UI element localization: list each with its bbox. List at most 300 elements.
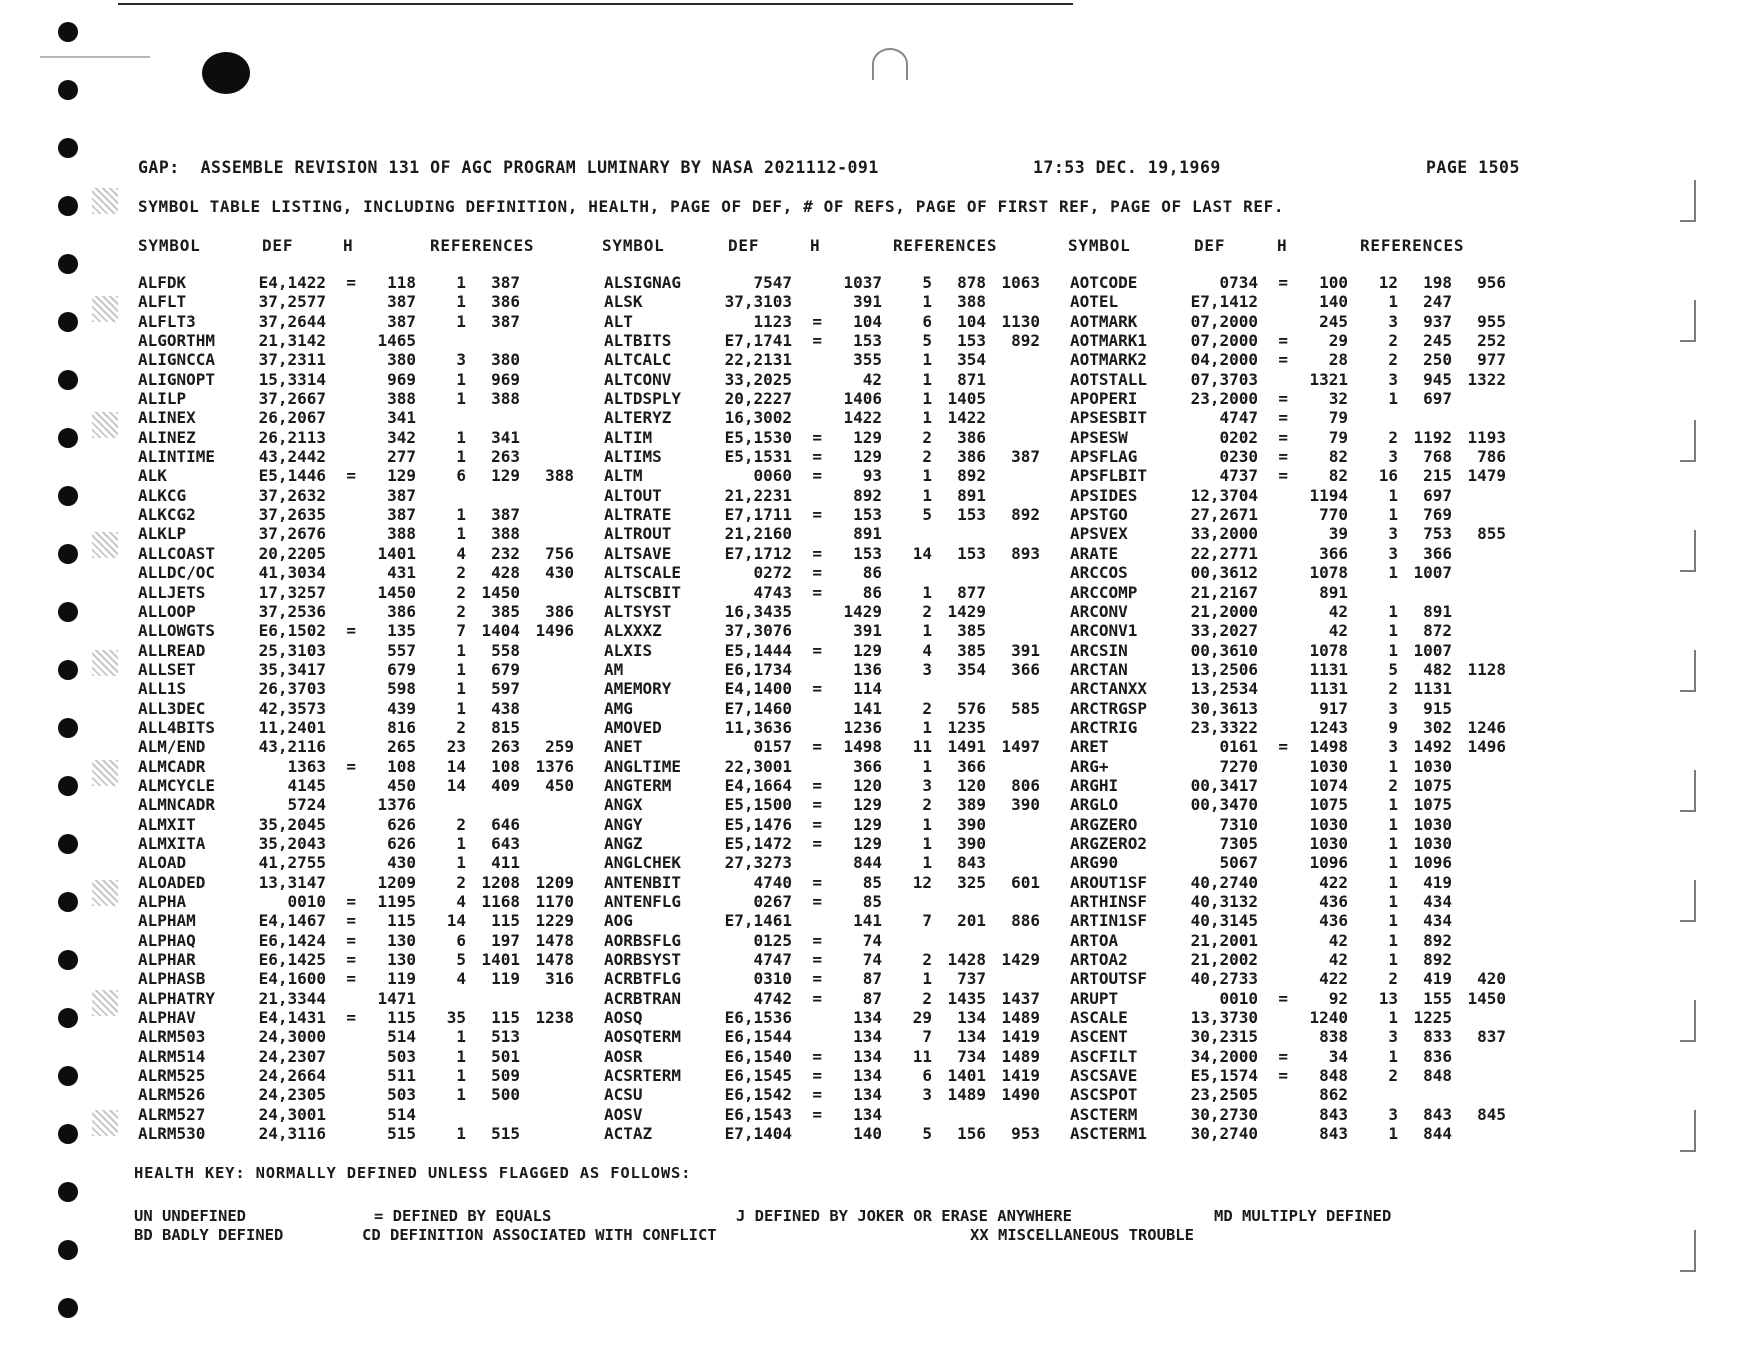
symbol: AOTSTALL [1070,369,1148,389]
col-symbol-1: SYMBOL [138,236,201,255]
first-ref-page: 115 [491,911,520,931]
symbol: ALGORTHM [138,331,216,351]
symbol: ARCTAN [1070,659,1128,679]
first-ref-page: 737 [957,969,986,989]
definition: E6,1424 [258,930,326,950]
symbol: ALTIM [604,427,653,447]
symbol: ACSU [604,1085,643,1105]
symbol: ARCTRGSP [1070,698,1148,718]
ref-count: 2 [1388,775,1398,795]
def-page: 969 [387,369,416,389]
ref-count: 1 [456,524,466,544]
definition: 1363 [287,756,326,776]
def-page: 79 [1328,408,1348,428]
table-row [0,1124,1740,1143]
def-page: 1498 [843,737,882,757]
def-page: 387 [387,292,416,312]
ref-count: 1 [1388,389,1398,409]
last-ref-page: 391 [1011,640,1040,660]
ref-count: 4 [922,640,932,660]
last-ref-page: 977 [1477,350,1506,370]
definition: E6,1502 [258,621,326,641]
symbol: ALLREAD [138,640,206,660]
first-ref-page: 341 [491,427,520,447]
symbol: ARCSIN [1070,640,1128,660]
def-page: 1240 [1309,1008,1348,1028]
health-flag: = [812,543,822,563]
ref-count: 1 [1388,814,1398,834]
ref-count: 16 [1378,466,1398,486]
def-page: 1422 [843,408,882,428]
punch-hole-2 [58,80,78,100]
first-ref-page: 389 [957,795,986,815]
def-page: 341 [387,408,416,428]
table-row [0,563,1740,582]
symbol: ALPHAQ [138,930,196,950]
def-page: 140 [853,1124,882,1144]
definition: 37,2311 [258,350,326,370]
last-ref-page: 1450 [1467,988,1506,1008]
definition: E4,1467 [258,911,326,931]
symbol: AOSQTERM [604,1027,682,1047]
symbol: ALTCALC [604,350,672,370]
definition: E5,1476 [724,814,792,834]
definition: 00,3612 [1190,563,1258,583]
table-row [0,544,1740,563]
def-page: 1075 [1309,795,1348,815]
ref-count: 5 [922,273,932,292]
ref-count: 14 [446,756,466,776]
definition: 22,2131 [724,350,792,370]
def-page: 436 [1319,911,1348,931]
ref-count: 1 [456,679,466,699]
symbol: ALMCADR [138,756,206,776]
health-flag: = [812,582,822,602]
definition: 37,2577 [258,292,326,312]
symbol: ARCONV [1070,601,1128,621]
def-page: 844 [853,853,882,873]
first-ref-page: 134 [957,1008,986,1028]
ref-count: 2 [1388,679,1398,699]
ref-count: 3 [1388,1104,1398,1124]
def-page: 129 [853,833,882,853]
def-page: 104 [853,311,882,331]
symbol: ALTCONV [604,369,672,389]
ref-count: 3 [456,350,466,370]
definition: 07,3703 [1190,369,1258,389]
last-ref-page: 786 [1477,447,1506,467]
ref-count: 35 [446,1008,466,1028]
def-page: 366 [853,756,882,776]
first-ref-page: 387 [491,505,520,525]
punch-hole-3 [58,138,78,158]
def-page: 431 [387,563,416,583]
first-ref-page: 501 [491,1046,520,1066]
def-page: 503 [387,1046,416,1066]
last-ref-page: 956 [1477,273,1506,292]
ref-count: 1 [456,273,466,292]
table-row [0,969,1740,988]
first-ref-page: 245 [1423,331,1452,351]
ref-count: 23 [446,737,466,757]
definition: 7270 [1219,756,1258,776]
first-ref-page: 697 [1423,389,1452,409]
ref-count: 3 [1388,447,1398,467]
ref-count: 14 [912,543,932,563]
ref-count: 13 [1378,988,1398,1008]
symbol: ALTOUT [604,485,662,505]
definition: E6,1544 [724,1027,792,1047]
ref-count: 3 [1388,543,1398,563]
definition: 37,2632 [258,485,326,505]
def-page: 1321 [1309,369,1348,389]
def-page: 1096 [1309,853,1348,873]
last-ref-page: 837 [1477,1027,1506,1047]
ref-count: 1 [1388,872,1398,892]
definition: 24,3000 [258,1027,326,1047]
definition: 7305 [1219,833,1258,853]
ref-count: 1 [1388,756,1398,776]
definition: 43,2442 [258,447,326,467]
health-flag: = [346,621,356,641]
ref-count: 1 [922,292,932,312]
health-flag: = [812,1085,822,1105]
definition: 21,3344 [258,988,326,1008]
symbol: ARUPT [1070,988,1119,1008]
first-ref-page: 215 [1423,466,1452,486]
symbol: ANGX [604,795,643,815]
table-row [0,815,1740,834]
definition: 41,2755 [258,853,326,873]
symbol: ALFLT [138,292,187,312]
def-page: 422 [1319,969,1348,989]
definition: 37,2644 [258,311,326,331]
symbol: AMOVED [604,717,662,737]
last-ref-page: 855 [1477,524,1506,544]
definition: 4145 [287,775,326,795]
symbol: ALPHAM [138,911,196,931]
table-row [0,931,1740,950]
ref-count: 2 [922,601,932,621]
symbol: ALMCYCLE [138,775,216,795]
definition: E5,1472 [724,833,792,853]
def-page: 391 [853,292,882,312]
def-page: 679 [387,659,416,679]
definition: 37,3103 [724,292,792,312]
symbol: ALTSCALE [604,563,682,583]
last-ref-page: 1479 [1467,466,1506,486]
def-page: 130 [387,950,416,970]
ref-count: 3 [1388,1027,1398,1047]
definition: 5067 [1219,853,1258,873]
last-ref-page: 1170 [535,892,574,911]
table-row [0,1027,1740,1046]
table-row [0,641,1740,660]
symbol: ACSRTERM [604,1066,682,1086]
table-row [0,331,1740,350]
symbol: ALTBITS [604,331,672,351]
table-row [0,1047,1740,1066]
last-ref-page: 430 [545,563,574,583]
page-header [138,158,1538,178]
col-refs-3: REFERENCES [1360,236,1465,255]
health-flag: = [1278,350,1288,370]
def-page: 32 [1328,389,1348,409]
health-flag: = [812,795,822,815]
ref-count: 3 [1388,737,1398,757]
symbol: ARG+ [1070,756,1109,776]
ref-count: 1 [922,408,932,428]
health-flag: = [812,950,822,970]
symbol: ALTM [604,466,643,486]
first-ref-page: 1168 [481,892,520,911]
first-ref-page: 679 [491,659,520,679]
ref-count: 6 [456,466,466,486]
definition: 22,2771 [1190,543,1258,563]
symbol: APSFLBIT [1070,466,1148,486]
def-page: 1401 [377,543,416,563]
symbol: APOPERI [1070,389,1138,409]
definition: E6,1425 [258,950,326,970]
key-misc: XX MISCELLANEOUS TROUBLE [970,1226,1194,1244]
symbol: AORBSFLG [604,930,682,950]
first-ref-page: 1192 [1413,427,1452,447]
last-ref-page: 387 [1011,447,1040,467]
first-ref-page: 915 [1423,698,1452,718]
health-flag: = [812,1046,822,1066]
last-ref-page: 1478 [535,950,574,970]
def-page: 108 [387,756,416,776]
symbol: ASCTERM [1070,1104,1138,1124]
def-page: 1131 [1309,659,1348,679]
definition: 21,2160 [724,524,792,544]
def-page: 1078 [1309,563,1348,583]
first-ref-page: 1030 [1413,814,1452,834]
definition: 21,2167 [1190,582,1258,602]
definition: 27,3273 [724,853,792,873]
health-flag: = [1278,466,1288,486]
symbol: ALIGNCCA [138,350,216,370]
last-ref-page: 886 [1011,911,1040,931]
first-ref-page: 263 [491,737,520,757]
def-page: 892 [853,485,882,505]
symbol: ARCTANXX [1070,679,1148,699]
definition: 0310 [753,969,792,989]
def-page: 366 [1319,543,1348,563]
first-ref-page: 201 [957,911,986,931]
symbol: ALIGNOPT [138,369,216,389]
punch-hole-5 [58,254,78,274]
table-row [0,583,1740,602]
table-row [0,505,1740,524]
symbol: ALMXIT [138,814,196,834]
ref-count: 1 [456,833,466,853]
definition: 40,2740 [1190,872,1258,892]
def-page: 1376 [377,795,416,815]
last-ref-page: 1322 [1467,369,1506,389]
last-ref-page: 388 [545,466,574,486]
first-ref-page: 1435 [947,988,986,1008]
definition: E7,1412 [1190,292,1258,312]
symbol: ALKCG2 [138,505,196,525]
def-page: 1450 [377,582,416,602]
ref-count: 2 [1388,350,1398,370]
health-flag: = [1278,408,1288,428]
definition: 37,2667 [258,389,326,409]
table-row [0,273,1740,292]
ref-count: 1 [1388,892,1398,911]
ref-count: 1 [1388,485,1398,505]
ref-count: 1 [456,1066,466,1086]
ref-count: 2 [922,698,932,718]
ref-count: 1 [456,311,466,331]
definition: 20,2227 [724,389,792,409]
definition: 42,3573 [258,698,326,718]
first-ref-page: 119 [491,969,520,989]
symbol: ALSK [604,292,643,312]
definition: 4737 [1219,466,1258,486]
def-page: 388 [387,389,416,409]
def-page: 1030 [1309,833,1348,853]
definition: 21,2000 [1190,601,1258,621]
def-page: 387 [387,485,416,505]
first-ref-page: 843 [957,853,986,873]
def-page: 92 [1328,988,1348,1008]
first-ref-page: 1401 [481,950,520,970]
def-page: 917 [1319,698,1348,718]
def-page: 34 [1328,1046,1348,1066]
definition: E4,1431 [258,1008,326,1028]
last-ref-page: 1437 [1001,988,1040,1008]
def-page: 39 [1328,524,1348,544]
ref-count: 3 [922,775,932,795]
definition: 23,3322 [1190,717,1258,737]
ref-count: 2 [922,988,932,1008]
def-page: 1037 [843,273,882,292]
definition: 00,3417 [1190,775,1258,795]
last-ref-page: 1128 [1467,659,1506,679]
def-page: 439 [387,698,416,718]
last-ref-page: 1238 [535,1008,574,1028]
def-page: 626 [387,814,416,834]
first-ref-page: 1075 [1413,775,1452,795]
symbol: ALTSCBIT [604,582,682,602]
first-ref-page: 969 [491,369,520,389]
def-page: 245 [1319,311,1348,331]
definition: 16,3002 [724,408,792,428]
symbol: AOTMARK2 [1070,350,1148,370]
first-ref-page: 434 [1423,911,1452,931]
health-flag: = [812,331,822,351]
definition: 33,2000 [1190,524,1258,544]
def-page: 388 [387,524,416,544]
ref-count: 1 [456,640,466,660]
definition: 37,2635 [258,505,326,525]
table-row [0,679,1740,698]
health-flag: = [812,505,822,525]
first-ref-page: 197 [491,930,520,950]
definition: 1123 [753,311,792,331]
definition: E6,1545 [724,1066,792,1086]
first-ref-page: 1030 [1413,833,1452,853]
symbol: ASCSPOT [1070,1085,1138,1105]
col-def-3: DEF [1194,236,1226,255]
last-ref-page: 420 [1477,969,1506,989]
def-page: 87 [862,969,882,989]
definition: E7,1461 [724,911,792,931]
definition: 0010 [1219,988,1258,1008]
def-page: 1194 [1309,485,1348,505]
symbol: ALRM526 [138,1085,206,1105]
health-flag: = [1278,389,1288,409]
definition: 24,3001 [258,1104,326,1124]
ref-count: 1 [1388,601,1398,621]
symbol: ARGZERO [1070,814,1138,834]
last-ref-page: 845 [1477,1104,1506,1124]
definition: 27,2671 [1190,505,1258,525]
definition: 30,2740 [1190,1124,1258,1144]
ref-count: 1 [1388,292,1398,312]
symbol: ANGZ [604,833,643,853]
table-row [0,737,1740,756]
def-page: 891 [853,524,882,544]
def-page: 134 [853,1046,882,1066]
def-page: 816 [387,717,416,737]
definition: 07,2000 [1190,311,1258,331]
def-page: 153 [853,543,882,563]
def-page: 843 [1319,1124,1348,1144]
def-page: 42 [1328,601,1348,621]
def-page: 130 [387,930,416,950]
symbol: ANGLCHEK [604,853,682,873]
symbol: AOSQ [604,1008,643,1028]
symbol: ASCFILT [1070,1046,1138,1066]
table-row [0,892,1740,911]
definition: 26,3703 [258,679,326,699]
symbol: ASCTERM1 [1070,1124,1148,1144]
ref-count: 1 [1388,911,1398,931]
ref-count: 1 [456,505,466,525]
symbol: ALTROUT [604,524,672,544]
health-flag: = [812,1066,822,1086]
symbol: ALRM514 [138,1046,206,1066]
first-ref-page: 877 [957,582,986,602]
symbol: ACRBTRAN [604,988,682,1008]
definition: E7,1460 [724,698,792,718]
health-flag: = [346,911,356,931]
first-ref-page: 1401 [947,1066,986,1086]
ref-count: 1 [456,389,466,409]
def-page: 848 [1319,1066,1348,1086]
definition: E6,1543 [724,1104,792,1124]
symbol: ALTSAVE [604,543,672,563]
definition: 00,3470 [1190,795,1258,815]
definition: 0202 [1219,427,1258,447]
symbol: ALK [138,466,167,486]
definition: 11,3636 [724,717,792,737]
table-row [0,1085,1740,1104]
symbol: ALLOOP [138,601,196,621]
health-flag: = [1278,737,1288,757]
definition: 37,3076 [724,621,792,641]
def-page: 141 [853,911,882,931]
definition: E4,1600 [258,969,326,989]
key-conflict: CD DEFINITION ASSOCIATED WITH CONFLICT [362,1226,717,1244]
ref-count: 1 [456,447,466,467]
symbol: AMG [604,698,633,718]
first-ref-page: 815 [491,717,520,737]
symbol: ARCCOS [1070,563,1128,583]
